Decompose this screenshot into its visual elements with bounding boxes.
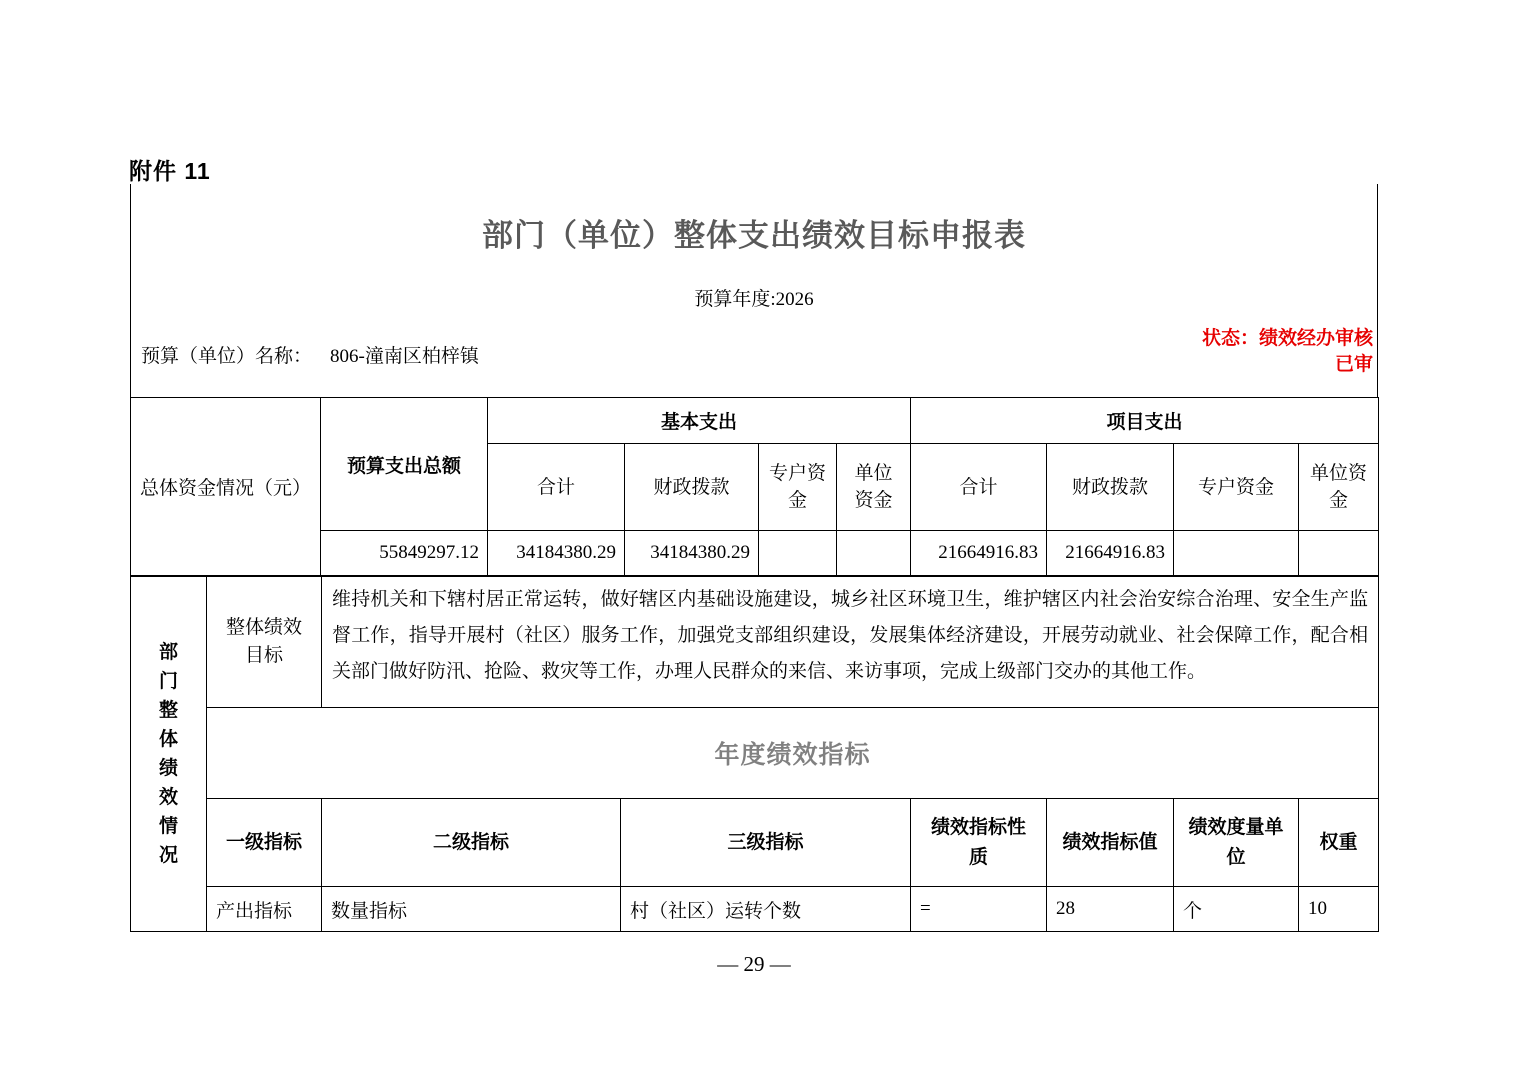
basic-fiscal-value: 34184380.29 <box>625 531 759 576</box>
basic-special-funds-header: 专户资金 <box>759 444 837 531</box>
col-header-indicator-value: 绩效指标值 <box>1047 799 1174 887</box>
status-line-2: 已审 <box>1334 354 1373 375</box>
project-fiscal-header: 财政拨款 <box>1047 444 1174 531</box>
project-total-header: 合计 <box>911 444 1047 531</box>
col-header-level1: 一级指标 <box>207 799 322 887</box>
basic-expenditure-group-header: 基本支出 <box>488 398 911 444</box>
form-title: 部门（单位）整体支出绩效目标申报表 <box>482 218 1026 253</box>
total-budget-header: 预算支出总额 <box>321 398 488 531</box>
project-total-value: 21664916.83 <box>911 531 1047 576</box>
annual-indicators-header: 年度绩效指标 <box>207 708 1379 799</box>
overall-goal-text: 维持机关和下辖村居正常运转，做好辖区内基础设施建设，城乡社区环境卫生，维护辖区内社会治安综合治理、安全生产监督工作，指导开展村（社区）服务工作，加强党支部组织建设，发展集体经济建设，开展劳动就业、社会保障工作，配合相关部门做好防汛、抢险、救灾等工作，办理人民群众的来信、来访事项，完成上级部门交办的其他工作。 <box>322 577 1379 708</box>
funding-row-header: 总体资金情况（元） <box>131 398 321 576</box>
indicator-weight-cell: 10 <box>1299 887 1379 932</box>
basic-fiscal-header: 财政拨款 <box>625 444 759 531</box>
status-badge <box>1202 326 1373 378</box>
col-header-weight: 权重 <box>1299 799 1379 887</box>
project-unit-funds-header: 单位资金 <box>1299 444 1379 531</box>
form-header-block <box>130 184 1378 397</box>
form-document <box>130 184 1378 932</box>
col-header-measure-unit: 绩效度量单位 <box>1174 799 1299 887</box>
col-header-indicator-nature: 绩效指标性质 <box>911 799 1047 887</box>
unit-name-line <box>141 341 479 368</box>
basic-unit-value <box>837 531 911 576</box>
unit-name-label: 预算（单位）名称： <box>141 346 313 367</box>
status-line-1: 状态：绩效经办审核 <box>1201 328 1373 349</box>
col-header-level2: 二级指标 <box>322 799 621 887</box>
project-special-value <box>1174 531 1299 576</box>
indicator-level2-cell: 数量指标 <box>322 887 621 932</box>
indicator-level3-cell: 村（社区）运转个数 <box>621 887 911 932</box>
total-budget-value: 55849297.12 <box>321 531 488 576</box>
indicator-nature-cell: = <box>911 887 1047 932</box>
indicator-unit-cell: 个 <box>1174 887 1299 932</box>
indicator-level1-cell: 产出指标 <box>207 887 322 932</box>
basic-special-value <box>759 531 837 576</box>
performance-table <box>130 576 1379 932</box>
indicator-value-cell: 28 <box>1047 887 1174 932</box>
basic-total-header: 合计 <box>488 444 625 531</box>
attachment-label: 附件 11 <box>129 158 211 184</box>
unit-name-value: 806-潼南区柏梓镇 <box>330 346 479 367</box>
basic-total-value: 34184380.29 <box>488 531 625 576</box>
project-expenditure-group-header: 项目支出 <box>911 398 1379 444</box>
project-special-funds-header: 专户资金 <box>1174 444 1299 531</box>
department-performance-side-header <box>131 577 207 932</box>
funding-overview-table <box>130 397 1379 576</box>
overall-goal-label: 整体绩效目标 <box>207 577 322 708</box>
project-unit-value <box>1299 531 1379 576</box>
col-header-level3: 三级指标 <box>621 799 911 887</box>
side-header-text: 部门整体绩效情况 <box>158 642 178 866</box>
project-fiscal-value: 21664916.83 <box>1047 531 1174 576</box>
budget-year: 预算年度:2026 <box>694 289 814 310</box>
page-number: — 29 — <box>717 952 791 976</box>
indicator-row <box>131 887 1379 932</box>
basic-unit-funds-header: 单位资金 <box>837 444 911 531</box>
